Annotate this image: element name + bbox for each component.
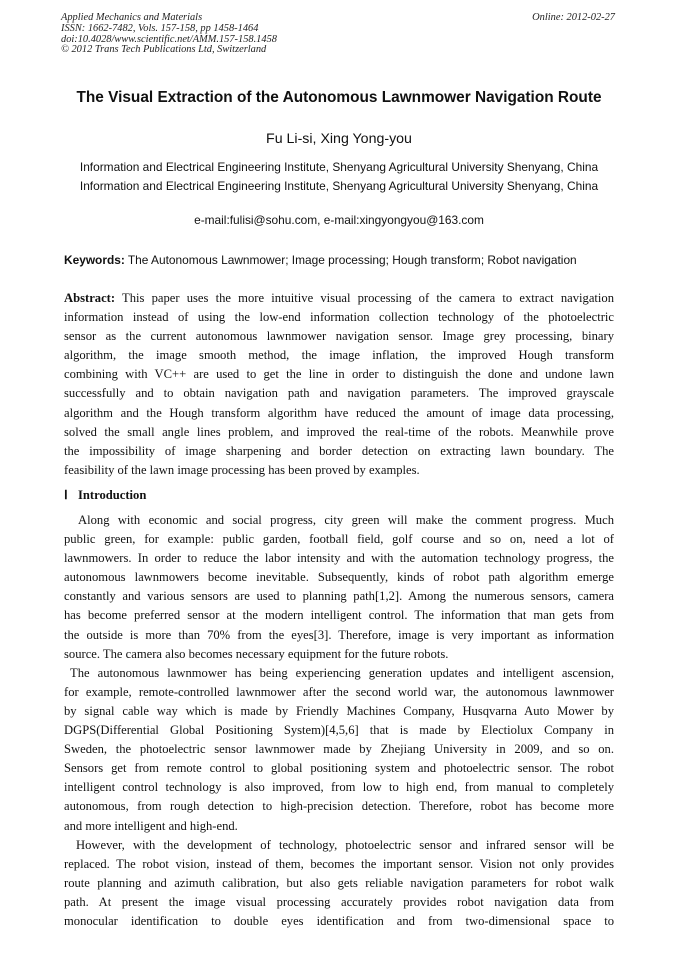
issn-line: ISSN: 1662-7482, Vols. 157-158, pp 1458-1464 <box>61 22 259 34</box>
abstract-line: Abstract: This paper uses the more intuitive visual processing of the camera to extract navigation <box>64 291 614 305</box>
abstract-line: the impossibility of image sharpening and border detection on extracting lawn boundary. The <box>64 443 614 458</box>
section-title: Introduction <box>78 488 147 502</box>
abstract-line: sensor as the current autonomous lawnmower navigation sensor. Image grey processing, binary <box>64 329 614 344</box>
online-date: Online: 2012-02-27 <box>532 12 615 23</box>
paper-title: The Visual Extraction of the Autonomous Lawnmower Navigation Route <box>76 89 602 106</box>
abstract-line: solved the small angle lines problem, and improved the real-time of the robots. Meanwhile prove <box>64 424 614 439</box>
affiliation-2: Information and Electrical Engineering Institute, Shenyang Agricultural University Shenyang, China <box>79 179 599 193</box>
section-number: Ⅰ <box>64 488 68 502</box>
paragraph: Along with economic and social progress, city green will make the comment progress. Much public green, for example: public garden, football field, golf course and so on, need a lot of lawnmowers. In order to reduce the labor intensity and with the automation technology progress, the autonomous lawnmowers become inevitable. Subsequently, kinds of robot path algorithm emerge constantly and various sensors are used to planning path[1,2]. Among the numerous sensors, camera has become preferred sensor at the modern intelligent control. The information that man gets from the outside is more than 70% from the eyes[3]. Therefore, image is very important as information source. The camera also becomes necessary equipment for the future robots. <box>64 513 614 661</box>
paragraph: The autonomous lawnmower has being experiencing generation updates and intelligent ascension, for example, remote-controlled lawnmower after the second world war, the autonomous lawnmower by signal cable way which is made by Friendly Machines Company, Husqvarna Auto Mower by DGPS(Differential Global Positioning System)[4,5,6] that is made by Electiolux Company in Sweden, the photoelectric sensor lawnmower made by Zhejiang University in 2009, and so on. Sensors get from remote control to global positioning system and photoelectric sensor. The robot intelligent control technology is also improved, from low to high end, from manual to completely autonomous, from rough detection to high-precision detection. Therefore, robot has become more and more intelligent and high-end. <box>64 665 614 833</box>
doi-line: doi:10.4028/www.scientific.net/AMM.157-158.1458 <box>61 33 277 45</box>
paper-authors: Fu Li-si, Xing Yong-you <box>266 131 412 147</box>
abstract-line: combining with VC++ are used to get the line in order to distinguish the done and undone lawn <box>64 367 614 382</box>
paragraph: However, with the development of technology, photoelectric sensor and infrared sensor will be replaced. The robot vision, instead of them, becomes the important sensor. Vision not only provides route planning and azimuth calibration, but also gets reliable navigation parameters for robot walk path. At present the image visual processing accurately provides robot navigation data from monocular identification to double eyes identification and from two-dimensional space to <box>64 837 614 928</box>
copyright-line: © 2012 Trans Tech Publications Ltd, Switzerland <box>61 44 267 56</box>
abstract <box>64 289 614 480</box>
section-heading-introduction <box>64 487 146 503</box>
abstract-line: successfully and to obtain navigation path and navigation parameters. The improved grayscale <box>64 386 614 401</box>
affiliation-1: Information and Electrical Engineering Institute, Shenyang Agricultural University Shenyang, China <box>79 160 599 174</box>
keywords-label: Keywords: <box>64 253 125 267</box>
author-emails: e-mail:fulisi@sohu.com, e-mail:xingyongyou@163.com <box>194 213 484 227</box>
abstract-line: algorithm and the Hough transform algorithm have reduced the amount of image data processing, <box>64 405 614 420</box>
abstract-label: Abstract: <box>64 291 116 305</box>
journal-header <box>61 13 277 56</box>
keywords-text: The Autonomous Lawnmower; Image processing; Hough transform; Robot navigation <box>124 253 577 267</box>
abstract-line: algorithm, the image smooth method, the image inflation, the improved Hough transform <box>64 348 614 363</box>
abstract-line: information instead of using the low-end information collection technology of the photoelectric <box>64 310 614 325</box>
keywords-line <box>64 253 577 267</box>
abstract-line: feasibility of the lawn image processing has been proved by examples. <box>64 462 420 477</box>
journal-name: Applied Mechanics and Materials <box>61 12 203 23</box>
introduction-body <box>64 511 614 931</box>
